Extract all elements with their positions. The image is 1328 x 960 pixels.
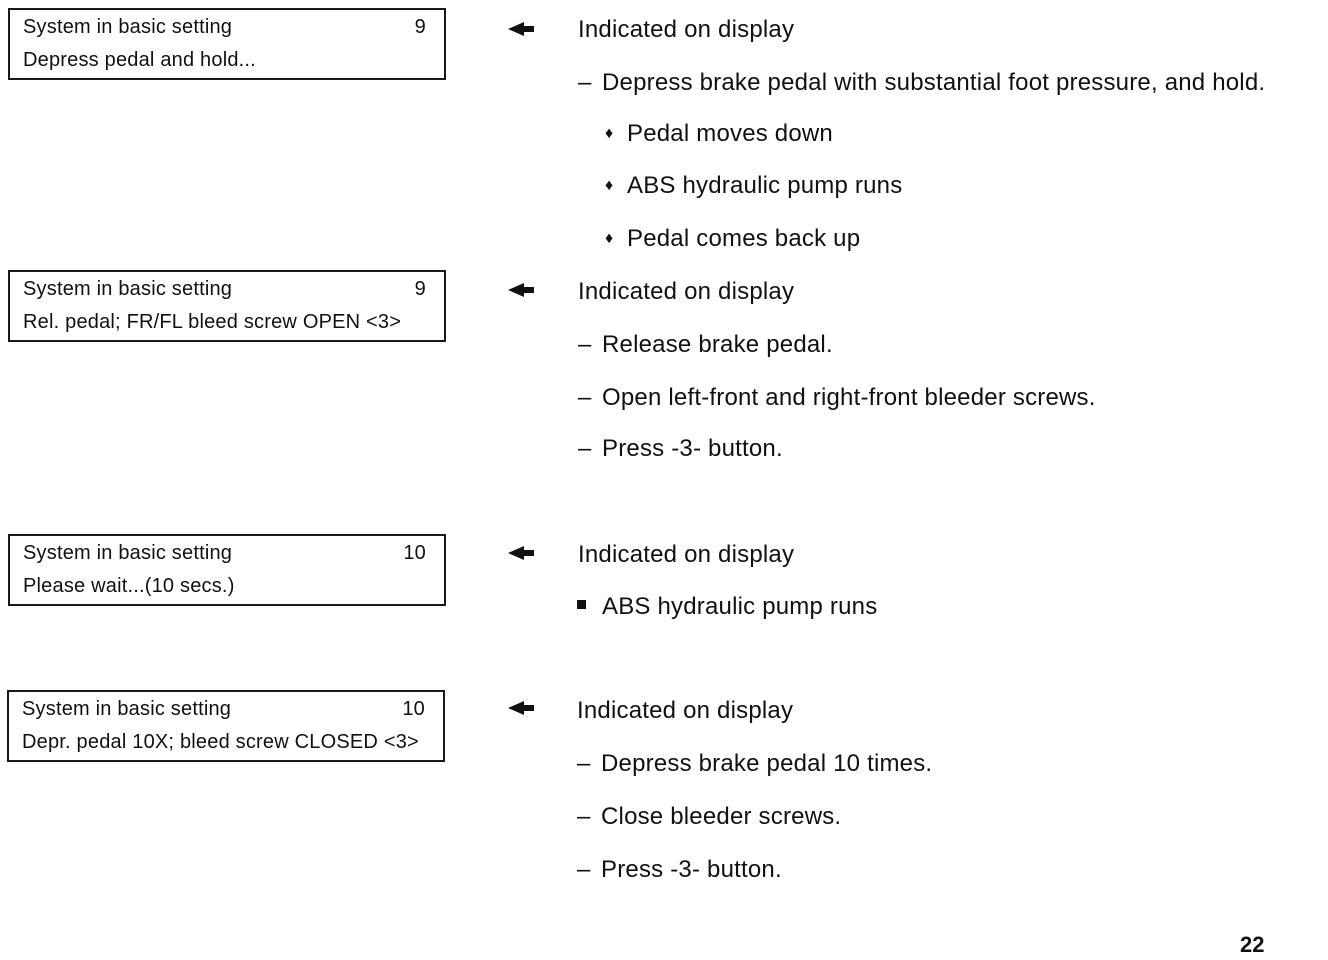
dash-icon: –	[577, 803, 591, 830]
dash-list-item	[577, 856, 782, 884]
display-line1: System in basic setting	[23, 278, 233, 300]
dash-list-item	[578, 69, 1265, 97]
bullet-list-item	[577, 593, 877, 621]
sub-list-item	[605, 172, 902, 200]
sub-list-item	[605, 120, 833, 148]
dash-list-item	[577, 750, 932, 778]
dash-list-item	[578, 384, 1096, 412]
sub-item-text: ABS hydraulic pump runs	[627, 172, 903, 199]
step-heading: Indicated on display	[578, 278, 795, 305]
display-line2: Rel. pedal; FR/FL bleed screw OPEN <3>	[23, 311, 402, 333]
dash-icon: –	[577, 856, 591, 883]
display-line1: System in basic setting	[22, 698, 232, 720]
dash-item-text: Press -3- button.	[602, 435, 783, 462]
display-group-number: 10	[402, 698, 425, 720]
display-box-step-2	[8, 270, 446, 342]
sub-item-text: Pedal comes back up	[627, 225, 861, 252]
diamond-bullet-icon: ♦	[605, 177, 614, 194]
dash-item-text: Depress brake pedal 10 times.	[601, 750, 933, 777]
dash-item-text: Close bleeder screws.	[601, 803, 842, 830]
display-group-number: 10	[403, 542, 426, 564]
dash-icon: –	[577, 750, 591, 777]
display-group-number: 9	[414, 16, 426, 38]
display-line1: System in basic setting	[23, 16, 233, 38]
dash-item-text: Release brake pedal.	[602, 331, 833, 358]
page-number: 22	[1240, 932, 1265, 957]
display-box-step-3	[8, 534, 446, 606]
pointer-arrow-icon	[506, 19, 536, 39]
dash-icon: –	[578, 331, 592, 358]
dash-icon: –	[578, 435, 592, 462]
display-line2: Depr. pedal 10X; bleed screw CLOSED <3>	[22, 731, 419, 753]
display-group-number: 9	[414, 278, 426, 300]
display-box-step-4	[7, 690, 445, 762]
step-heading: Indicated on display	[577, 697, 794, 724]
sub-item-text: Pedal moves down	[627, 120, 833, 147]
step-heading: Indicated on display	[578, 541, 795, 568]
square-bullet-icon	[577, 600, 586, 609]
bullet-item-text: ABS hydraulic pump runs	[602, 593, 878, 620]
dash-list-item	[577, 803, 841, 831]
step-heading: Indicated on display	[578, 16, 795, 43]
pointer-arrow-icon	[506, 543, 536, 563]
sub-list-item	[605, 225, 860, 253]
dash-item-text: Depress brake pedal with substantial foot pressure, and hold.	[602, 69, 1266, 96]
display-line1: System in basic setting	[23, 542, 233, 564]
display-box-step-1	[8, 8, 446, 80]
dash-list-item	[578, 331, 833, 359]
display-line2: Depress pedal and hold...	[23, 49, 256, 71]
pointer-arrow-icon	[506, 280, 536, 300]
diamond-bullet-icon: ♦	[605, 125, 614, 142]
dash-list-item	[578, 435, 783, 463]
pointer-arrow-icon	[506, 698, 536, 718]
display-line2: Please wait...(10 secs.)	[23, 575, 235, 597]
dash-icon: –	[578, 384, 592, 411]
dash-icon: –	[578, 69, 592, 96]
diamond-bullet-icon: ♦	[605, 230, 614, 247]
dash-item-text: Open left-front and right-front bleeder screws.	[602, 384, 1096, 411]
dash-item-text: Press -3- button.	[601, 856, 782, 883]
